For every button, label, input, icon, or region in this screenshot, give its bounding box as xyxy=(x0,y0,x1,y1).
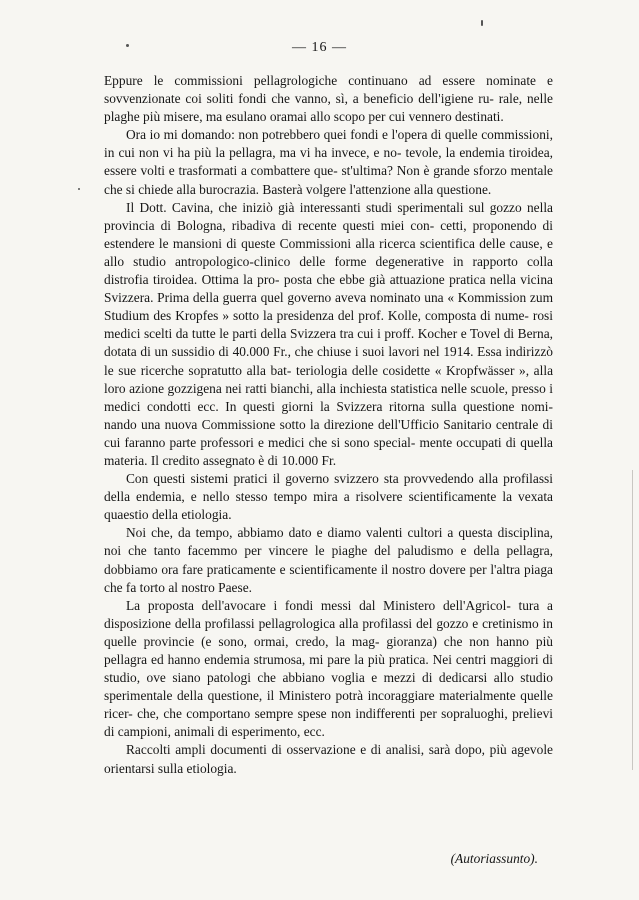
text-line: e della pellagra, dobbiamo ora fare praticamente e scientificamente il xyxy=(104,543,553,577)
paragraph xyxy=(104,126,553,198)
text-line: Il Dott. Cavina, che iniziò già interessanti studi sperimentali sul xyxy=(126,199,485,215)
paragraph xyxy=(104,72,553,126)
text-line: gozzo e cretinismo in quelle provincie (e sono, ormai, credo, la mag- xyxy=(104,615,553,649)
text-line: disciplina, noi che tanto facemmo per vincere le piaghe del paludismo xyxy=(104,525,553,559)
scan-speck xyxy=(481,20,483,26)
text-line: rosi medici scelti da tutte le parti della Svizzera tra cui i proff. Kocher xyxy=(104,308,553,342)
paragraph xyxy=(104,741,553,777)
text-line: che, che comportano sempre spese non indifferenti per sopraluoghi, xyxy=(137,706,508,722)
text-line: guerra quel governo aveva nominato una « Kommission zum Studium xyxy=(104,290,553,324)
text-line: mente occupati di quella materia. Il credito assegnato è di 10.000 Fr. xyxy=(104,434,553,468)
attribution: (Autoriassunto). xyxy=(450,851,538,866)
body-text xyxy=(104,72,553,778)
text-line: gozzo nella provincia di Bologna, ribadiva di recente questi miei con- xyxy=(104,199,553,233)
text-line: scientificamente la vexata quaestio della etiologia. xyxy=(104,489,553,523)
text-line: nando una nuova Commissione sotto la direzione dell'Ufficio Sanitario xyxy=(104,416,492,432)
text-line: alla profilassi della endemia, e nello stesso tempo mira a risolvere xyxy=(104,471,553,505)
text-line: teriologia delle cosidette « Kropfwässer », alla loro azione gozzigena xyxy=(104,362,554,396)
text-line: nostro dovere per l'altra piaga che fa torto al nostro Paese. xyxy=(104,561,553,595)
text-line: cetti, proponendo di estendere le mansioni di queste Commissioni alla xyxy=(104,217,553,251)
text-line: e Tovel di Berna, dotata di un sussidio di 40.000 Fr., che chiuse i xyxy=(104,326,553,360)
text-line: des Kropfes » sotto la presidenza del prof. Kolle, composta di nume- xyxy=(153,308,529,324)
text-line: Con questi sistemi pratici il governo svizzero sta provvedendo xyxy=(126,471,474,487)
text-line: tevole, la endemia tiroidea, essere volti e trasformati a combattere que- xyxy=(104,145,553,179)
text-line: Ora io mi domando: non potrebbero quei fondi e l'opera di quelle xyxy=(126,127,478,143)
text-line: e sovvenzionate coi soliti fondi che vanno, sì, a beneficio dell'igiene ru- xyxy=(104,73,553,107)
text-line: posta che ebbe già attuazione pratica nella vicina Svizzera. Prima della xyxy=(104,272,553,306)
text-line: commissioni, in cui non vi ha più la pellagra, ma vi ha invece, e no- xyxy=(104,127,553,161)
page-number: — 16 — xyxy=(292,40,347,55)
page-edge xyxy=(632,470,633,770)
text-line: condotti ecc. In questi giorni la Svizzera ritorna sulla questione nomi- xyxy=(147,398,553,414)
paragraph xyxy=(104,470,553,524)
text-line: nei ratti bianchi, alla inchiesta statistica nelle scuole, presso i medici xyxy=(104,380,553,414)
text-line: più agevole orientarsi sulla etiologia. xyxy=(104,742,553,776)
text-line: Basterà volgere l'attenzione alla questione. xyxy=(262,181,492,197)
text-line: ricerca scientifica delle cause, e allo studio antropologico-clinico delle xyxy=(104,235,554,269)
text-line: suoi lavori nel 1914. Essa indirizzò le sue ricerche sopratutto alla bat- xyxy=(104,344,553,378)
text-line: tura a disposizione della profilassi pellagrologica alla profilassi del xyxy=(104,597,553,631)
scan-speck xyxy=(78,188,80,190)
text-line: rale, nelle plaghe più misere, ma esulano oramai allo scopo per cui xyxy=(104,91,553,125)
text-line: st'ultima? Non è grande sforzo mentale che si chiede alla burocrazia. xyxy=(104,163,553,197)
text-line: Noi che, da tempo, abbiamo dato e diamo valenti cultori a questa xyxy=(126,525,493,541)
scan-speck xyxy=(126,44,129,47)
text-line: gioranza) che non hanno più pellagra ed hanno endemia strumosa, mi xyxy=(104,633,553,667)
text-line: Eppure le commissioni pellagrologiche continuano ad essere nominate xyxy=(104,73,536,88)
text-line: Raccolti ampli documenti di osservazione e di analisi, sarà dopo, xyxy=(126,742,486,758)
text-line: centrale di cui faranno parte professori e medici che si sono special- xyxy=(104,416,553,450)
text-line: La proposta dell'avocare i fondi messi dal Ministero dell'Agricol- xyxy=(126,597,511,613)
paragraph xyxy=(104,199,553,470)
text-line: prelievi di campioni, animali di esperimento, ecc. xyxy=(104,706,554,740)
paragraph xyxy=(104,597,553,742)
paragraph xyxy=(104,524,553,596)
text-line: questione, il Ministero potrà incoraggiare materialmente quelle ricer- xyxy=(104,688,553,722)
text-line: vennero destinati. xyxy=(408,109,504,125)
text-line: che abbiano voglia e mezzi di dedicarsi allo studio sperimentale della xyxy=(104,670,553,704)
text-line: forme degenerative in rapporto colla distrofia tiroidea. Ottima la pro- xyxy=(104,253,553,288)
text-line: pare la più pratica. Nei centri maggiori di studio, ove siano patologi xyxy=(104,652,553,686)
